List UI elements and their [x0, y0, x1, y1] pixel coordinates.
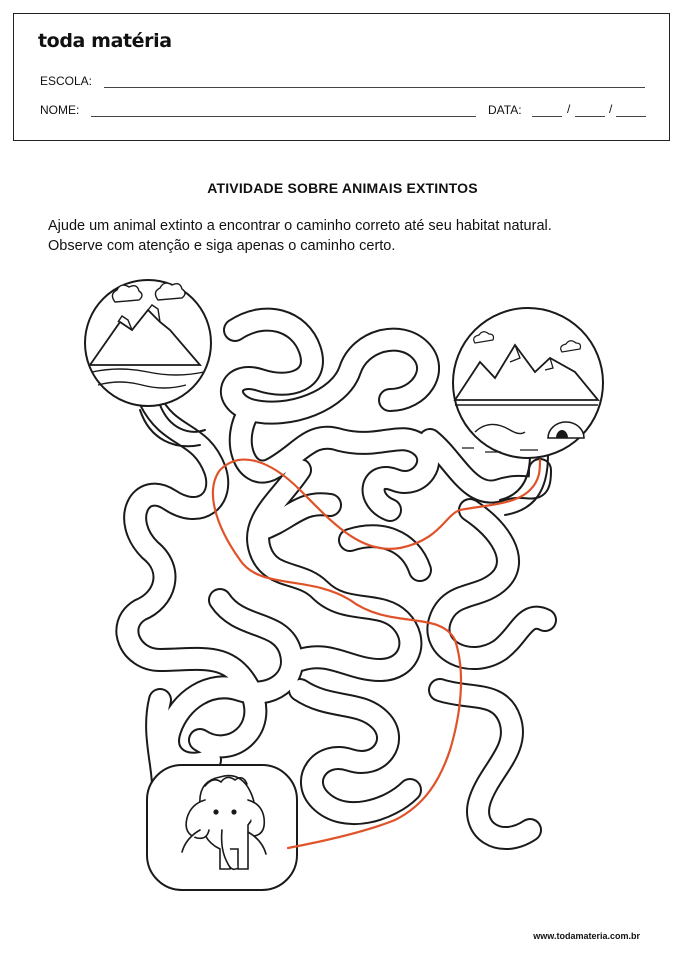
date-year-field[interactable] — [616, 116, 646, 117]
date-month-field[interactable] — [575, 116, 605, 117]
date-day-field[interactable] — [532, 116, 562, 117]
section-divider — [13, 140, 670, 141]
volcano-icon — [85, 280, 211, 406]
school-field[interactable] — [104, 87, 645, 88]
name-field[interactable] — [91, 116, 476, 117]
instruction-line: Observe com atenção e siga apenas o caminho certo. — [48, 238, 396, 254]
mountains-igloo-icon — [453, 308, 603, 458]
activity-title: ATIVIDADE SOBRE ANIMAIS EXTINTOS — [207, 180, 478, 196]
date-label: DATA: — [488, 103, 522, 117]
logo: toda matéria — [38, 30, 172, 52]
date-separator: / — [567, 102, 571, 116]
instructions — [48, 216, 648, 256]
school-label: ESCOLA: — [40, 74, 93, 88]
footer-url[interactable]: www.todamateria.com.br — [533, 931, 640, 941]
instruction-line: Ajude um animal extinto a encontrar o caminho correto até seu habitat natural. — [48, 218, 552, 234]
name-label: NOME: — [40, 103, 80, 117]
date-separator: / — [609, 102, 613, 116]
maze-illustration — [0, 260, 685, 920]
